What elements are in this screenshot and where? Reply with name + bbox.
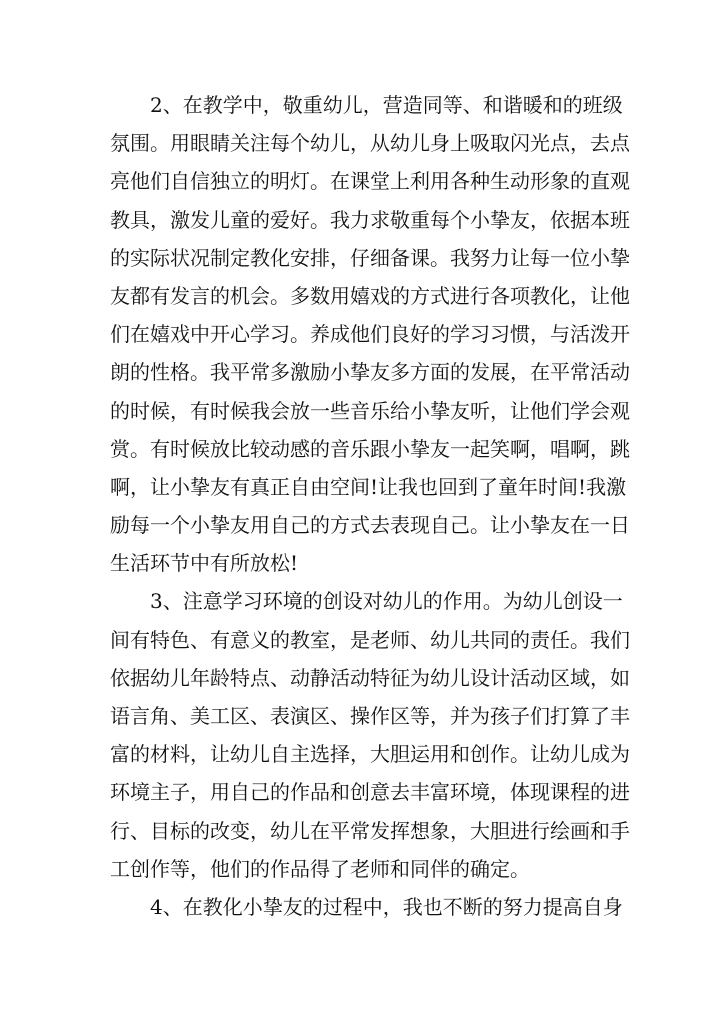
document-body xyxy=(110,86,630,926)
text-line: 啊，让小挚友有真正自由空间!让我也回到了童年时间!我激 xyxy=(110,474,627,499)
text-line: 亮他们自信独立的明灯。在课堂上利用各种生动形象的直观 xyxy=(110,169,630,194)
text-line: 间有特色、有意义的教室，是老师、幼儿共同的责任。我们 xyxy=(110,627,630,652)
text-line: 的时候，有时候我会放一些音乐给小挚友听，让他们学会观 xyxy=(110,398,630,423)
text-line: 友都有发言的机会。多数用嬉戏的方式进行各项教化，让他 xyxy=(110,283,630,308)
text-line: 生活环节中有所放松! xyxy=(110,551,299,576)
text-line: 富的材料，让幼儿自主选择，大胆运用和创作。让幼儿成为 xyxy=(110,742,630,767)
paragraph-3 xyxy=(110,582,630,888)
text-line: 朗的性格。我平常多激励小挚友多方面的发展，在平常活动 xyxy=(110,360,630,385)
text-line: 赏。有时候放比较动感的音乐跟小挚友一起笑啊，唱啊，跳 xyxy=(110,436,630,461)
paragraph-4 xyxy=(110,888,623,926)
text-line: 3、注意学习环境的创设对幼儿的作用。为幼儿创设一 xyxy=(150,589,623,614)
text-line: 行、目标的改变，幼儿在平常发挥想象，大胆进行绘画和手 xyxy=(110,818,630,843)
text-line: 工创作等，他们的作品得了老师和同伴的确定。 xyxy=(110,856,530,881)
paragraph-2 xyxy=(110,86,630,582)
text-line: 的实际状况制定教化安排，仔细备课。我努力让每一位小挚 xyxy=(110,245,630,270)
text-line: 4、在教化小挚友的过程中，我也不断的努力提高自身 xyxy=(150,894,623,919)
text-line: 们在嬉戏中开心学习。养成他们良好的学习习惯，与活泼开 xyxy=(110,322,630,347)
text-line: 2、在教学中，敬重幼儿，营造同等、和谐暖和的班级 xyxy=(150,93,623,117)
text-line: 环境主子，用自己的作品和创意去丰富环境，体现课程的进 xyxy=(110,780,630,805)
text-line: 教具，激发儿童的爱好。我力求敬重每个小挚友，依据本班 xyxy=(110,207,630,232)
text-line: 氛围。用眼睛关注每个幼儿，从幼儿身上吸取闪光点，去点 xyxy=(110,131,630,156)
text-line: 依据幼儿年龄特点、动静活动特征为幼儿设计活动区域，如 xyxy=(110,665,630,690)
text-line: 语言角、美工区、表演区、操作区等，并为孩子们打算了丰 xyxy=(110,704,630,728)
text-line: 励每一个小挚友用自己的方式去表现自己。让小挚友在一日 xyxy=(110,513,630,538)
